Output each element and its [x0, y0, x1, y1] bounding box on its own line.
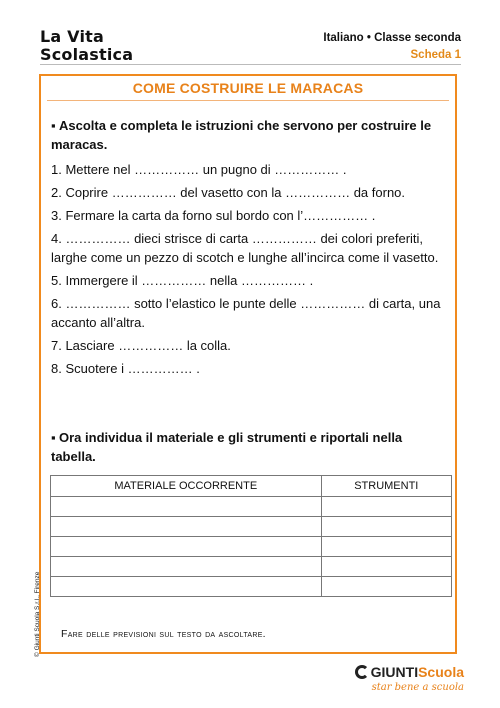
column-header-materials: MATERIALE OCCORRENTE: [51, 476, 322, 497]
column-header-tools: STRUMENTI: [321, 476, 451, 497]
bullet-icon: ▪: [51, 118, 56, 133]
table-row: [51, 537, 452, 557]
table-row: [51, 577, 452, 597]
step-4: [51, 229, 443, 267]
giunti-logo-icon: [355, 665, 369, 679]
brand-part-2: Scuola: [418, 664, 464, 680]
table-body: [51, 497, 452, 597]
step-4-text: 4. …………… dieci strisce di carta …………… dei colori preferiti, larghe come un pezzo di scotch e lunghe all’incirca come il vasetto.: [51, 231, 439, 265]
step-8: [51, 359, 443, 378]
materials-cell[interactable]: [51, 497, 322, 517]
footer-note: Fare delle previsioni sul testo da ascoltare.: [61, 628, 266, 640]
step-7-text: 7. Lasciare …………… la colla.: [51, 338, 231, 353]
materials-cell[interactable]: [51, 517, 322, 537]
table-row: [51, 497, 452, 517]
sheet-label: Scheda 1: [410, 49, 461, 61]
tools-cell[interactable]: [321, 557, 451, 577]
step-1-text: 1. Mettere nel …………… un pugno di …………… .: [51, 162, 347, 177]
table-row: [51, 557, 452, 577]
brand-part-1: GIUNTI: [370, 664, 419, 680]
materials-cell[interactable]: [51, 577, 322, 597]
table-header-row: [51, 476, 452, 497]
step-3-text: 3. Fermare la carta da forno sul bordo con l’…………… .: [51, 208, 376, 223]
worksheet-frame: [39, 74, 457, 654]
tools-cell[interactable]: [321, 537, 451, 557]
table-row: [51, 517, 452, 537]
instruction-1-text: Ascolta e completa le istruzioni che servono per costruire le maracas.: [51, 118, 432, 152]
step-7: [51, 336, 443, 355]
worksheet-title: COME COSTRUIRE LE MARACAS: [132, 80, 364, 96]
logo-line-1: La Vita: [40, 27, 104, 46]
materials-cell[interactable]: [51, 557, 322, 577]
step-6: [51, 294, 443, 332]
instruction-2: [51, 428, 443, 466]
steps-list: [51, 160, 443, 382]
brand-wordmark: [355, 664, 464, 680]
header-info: [323, 30, 461, 64]
step-2: [51, 183, 443, 202]
title-divider: [47, 100, 449, 101]
magazine-logo: [40, 28, 133, 64]
subject-label: Italiano • Classe seconda: [323, 32, 461, 44]
instruction-1: [51, 116, 443, 154]
tools-cell[interactable]: [321, 517, 451, 537]
tools-cell[interactable]: [321, 577, 451, 597]
step-8-text: 8. Scuotere i …………… .: [51, 361, 200, 376]
step-6-text: 6. …………… sotto l’elastico le punte delle …………… di carta, una accanto all’altra.: [51, 296, 441, 330]
step-5-text: 5. Immergere il …………… nella …………… .: [51, 273, 314, 288]
instruction-2-text: Ora individua il materiale e gli strumenti e riportali nella tabella.: [51, 430, 403, 464]
step-2-text: 2. Coprire …………… del vasetto con la …………… da forno.: [51, 185, 406, 200]
copyright-text: © Giunti Scuola S.r.l., Firenze: [34, 571, 41, 657]
brand-tagline: star bene a scuola: [371, 682, 464, 693]
step-1: [51, 160, 443, 179]
materials-cell[interactable]: [51, 537, 322, 557]
bullet-icon: ▪: [51, 430, 56, 445]
tools-cell[interactable]: [321, 497, 451, 517]
materials-table: [50, 475, 452, 597]
step-3: [51, 206, 443, 225]
logo-line-2: Scolastica: [40, 45, 134, 64]
header-divider: [40, 64, 461, 65]
step-5: [51, 271, 443, 290]
publisher-brand: [355, 664, 464, 693]
